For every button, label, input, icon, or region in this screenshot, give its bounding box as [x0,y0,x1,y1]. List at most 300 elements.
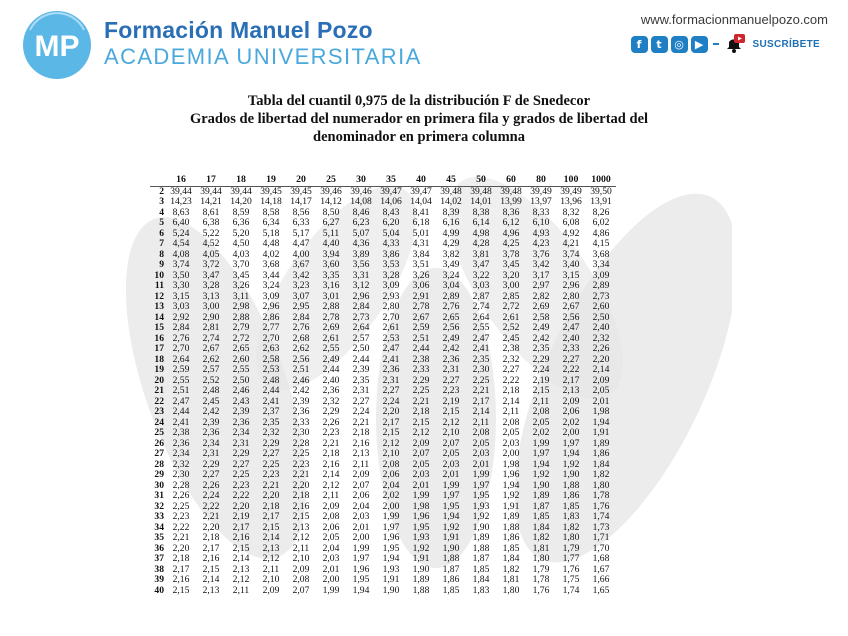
table-row [150,323,616,334]
table-cell: 1,82 [592,469,610,480]
table-cell: 2,14 [262,532,280,543]
column-header: 16 [166,175,196,186]
table-cell: 2,11 [232,584,250,596]
column-header: 45 [436,175,466,186]
row-header-df: 26 [154,437,164,449]
table-cell: 2,95 [292,301,310,312]
table-cell: 3,44 [262,269,280,281]
table-cell: 1,85 [562,500,580,512]
table-cell: 2,28 [172,479,190,491]
table-cell: 2,08 [472,427,490,438]
table-cell: 2,34 [232,427,250,438]
table-cell: 2,14 [202,574,220,585]
table-cell: 3,68 [592,248,610,260]
table-cell: 2,74 [202,332,220,344]
table-cell: 2,58 [262,353,280,365]
table-cell: 39,50 [590,185,612,197]
table-row [150,512,616,523]
table-cell: 2,36 [322,385,340,396]
table-cell: 1,94 [352,584,370,596]
table-cell: 1,90 [442,542,460,554]
table-cell: 1,92 [532,469,550,480]
table-cell: 6,38 [202,217,220,228]
row-header-df: 18 [154,353,164,365]
table-cell: 2,25 [232,469,250,480]
table-cell: 2,21 [172,532,190,543]
table-cell: 2,65 [442,311,460,323]
column-header: 60 [496,175,526,186]
table-cell: 2,33 [412,364,430,375]
table-cell: 1,98 [502,458,520,470]
table-cell: 2,00 [322,574,340,585]
table-cell: 3,03 [472,280,490,291]
table-cell: 2,06 [322,521,340,533]
table-row [150,239,616,250]
academy-logo-icon[interactable] [22,10,92,80]
table-cell: 2,38 [502,343,520,354]
table-cell: 3,03 [172,301,190,312]
table-cell: 2,88 [322,301,340,312]
table-cell: 2,81 [202,322,220,333]
table-cell: 4,29 [442,238,460,249]
table-cell: 2,92 [172,311,190,323]
table-cell: 2,33 [562,343,580,354]
row-header-df: 36 [154,542,164,554]
table-cell: 2,17 [232,521,250,533]
table-cell: 1,90 [412,563,430,575]
table-cell: 2,51 [292,364,310,375]
table-cell: 2,17 [562,374,580,386]
table-cell: 2,61 [382,322,400,333]
corner-cell [150,175,166,186]
site-url-link[interactable]: www.formacionmanuelpozo.com [640,12,828,27]
subscribe-link[interactable]: SUSCRÍBETE [752,38,820,50]
table-cell: 1,89 [532,490,550,501]
table-cell: 39,47 [410,185,432,197]
table-cell: 5,17 [292,227,310,239]
facebook-icon[interactable]: f [631,36,648,53]
table-cell: 2,19 [232,511,250,522]
table-cell: 2,12 [442,416,460,428]
table-cell: 1,80 [532,553,550,564]
site-header [0,0,848,86]
table-cell: 2,41 [172,416,190,428]
row-header-df: 8 [159,248,164,260]
table-cell: 2,79 [232,322,250,333]
table-cell: 2,19 [442,395,460,407]
table-cell: 2,11 [352,458,370,470]
table-cell: 1,99 [352,542,370,554]
row-header-df: 10 [154,269,164,281]
table-cell: 2,17 [262,511,280,522]
table-cell: 1,92 [502,490,520,501]
table-cell: 2,00 [352,532,370,543]
table-cell: 2,20 [382,406,400,417]
table-cell: 1,91 [502,500,520,512]
table-row [150,470,616,481]
table-cell: 1,91 [382,574,400,585]
table-cell: 4,00 [292,248,310,260]
table-header-row [150,175,616,186]
table-cell: 8,26 [592,206,610,218]
table-cell: 1,89 [592,437,610,449]
table-row [150,302,616,313]
table-cell: 2,55 [232,364,250,375]
table-cell: 14,17 [290,196,312,207]
table-cell: 2,78 [412,301,430,312]
table-cell: 2,15 [262,521,280,533]
row-header-df: 28 [154,458,164,470]
table-cell: 2,09 [352,469,370,480]
table-cell: 4,15 [592,238,610,249]
table-cell: 4,98 [472,227,490,239]
table-cell: 1,89 [502,511,520,522]
table-cell: 2,42 [442,343,460,354]
table-cell: 2,22 [202,500,220,512]
table-cell: 6,34 [262,217,280,228]
table-cell: 6,33 [292,217,310,228]
table-cell: 2,25 [172,500,190,512]
table-cell: 2,17 [472,395,490,407]
table-cell: 8,61 [202,206,220,218]
table-cell: 2,31 [442,364,460,375]
table-cell: 2,36 [382,364,400,375]
table-cell: 2,16 [202,553,220,564]
table-row [150,365,616,376]
row-header-df: 6 [159,227,164,239]
table-cell: 2,51 [172,385,190,396]
table-cell: 2,07 [442,437,460,449]
table-cell: 3,16 [322,280,340,291]
table-cell: 1,77 [562,553,580,564]
table-cell: 2,11 [532,395,550,407]
table-cell: 2,32 [172,458,190,470]
table-cell: 2,10 [382,448,400,459]
table-cell: 2,03 [412,469,430,480]
f-distribution-table [150,175,616,596]
table-cell: 2,04 [352,500,370,512]
document-title-line-2: Grados de libertad del numerador en primera fila y grados de libertad del [189,111,649,127]
logo-text: MP [34,30,80,63]
table-cell: 8,32 [562,206,580,218]
table-cell: 2,50 [592,311,610,323]
table-cell: 2,14 [322,469,340,480]
table-cell: 2,51 [412,332,430,344]
table-cell: 13,91 [590,196,612,207]
table-cell: 1,93 [382,563,400,575]
table-cell: 2,14 [472,406,490,417]
table-cell: 2,08 [382,458,400,470]
table-cell: 2,64 [352,322,370,333]
table-cell: 6,10 [532,217,550,228]
table-cell: 2,15 [292,511,310,522]
table-cell: 2,98 [232,301,250,312]
table-cell: 2,62 [202,353,220,365]
column-header: 20 [286,175,316,186]
table-cell: 1,85 [442,584,460,596]
table-cell: 2,69 [322,322,340,333]
youtube-icon[interactable]: ▶ [691,36,708,53]
table-cell: 1,86 [442,574,460,585]
table-cell: 2,35 [472,353,490,365]
brand-subtitle: ACADEMIA UNIVERSITARIA [104,44,422,69]
table-cell: 1,89 [472,532,490,543]
table-cell: 2,15 [412,416,430,428]
table-cell: 2,22 [232,490,250,501]
table-cell: 2,26 [202,479,220,491]
table-cell: 2,56 [292,353,310,365]
table-cell: 2,22 [172,521,190,533]
table-cell: 4,33 [382,238,400,249]
table-cell: 3,04 [442,280,460,291]
table-cell: 3,51 [412,259,430,270]
table-cell: 2,04 [322,542,340,554]
table-row [150,554,616,565]
table-cell: 1,84 [502,553,520,564]
column-header: 100 [556,175,586,186]
table-cell: 2,70 [172,343,190,354]
table-cell: 1,94 [562,448,580,459]
table-cell: 2,84 [352,301,370,312]
table-cell: 2,16 [322,458,340,470]
notification-bell-icon[interactable] [724,34,746,54]
table-cell: 1,88 [562,479,580,491]
table-cell: 2,22 [562,364,580,375]
table-cell: 3,09 [592,269,610,281]
column-header: 40 [406,175,436,186]
table-cell: 2,27 [352,395,370,407]
table-cell: 1,93 [412,532,430,543]
table-cell: 2,17 [202,542,220,554]
table-cell: 4,28 [472,238,490,249]
table-cell: 1,97 [472,479,490,491]
table-cell: 2,00 [502,448,520,459]
table-cell: 2,01 [412,479,430,491]
table-cell: 2,35 [262,416,280,428]
table-cell: 2,39 [352,364,370,375]
table-cell: 2,24 [202,490,220,501]
table-cell: 3,20 [502,269,520,281]
table-cell: 2,72 [232,332,250,344]
table-cell: 1,76 [532,584,550,596]
table-cell: 2,34 [172,448,190,459]
table-cell: 3,89 [352,248,370,260]
table-cell: 2,36 [202,427,220,438]
table-cell: 2,15 [382,427,400,438]
table-cell: 3,40 [562,259,580,270]
table-cell: 5,04 [382,227,400,239]
table-cell: 1,86 [592,448,610,459]
table-cell: 1,80 [502,584,520,596]
row-header-df: 21 [154,385,164,396]
brand-title: Formación Manuel Pozo [104,17,373,43]
instagram-icon[interactable]: ◎ [671,36,688,53]
row-header-df: 13 [154,301,164,312]
table-cell: 2,36 [442,353,460,365]
table-cell: 2,03 [502,437,520,449]
table-cell: 2,16 [232,532,250,543]
table-cell: 4,54 [172,238,190,249]
table-cell: 4,36 [352,238,370,249]
table-cell: 13,99 [500,196,522,207]
row-header-df: 29 [154,469,164,480]
table-cell: 8,36 [502,206,520,218]
row-header-df: 16 [154,332,164,344]
table-cell: 5,18 [262,227,280,239]
table-cell: 2,09 [322,500,340,512]
table-cell: 3,07 [292,290,310,302]
table-cell: 1,80 [562,532,580,543]
table-cell: 2,34 [202,437,220,449]
table-cell: 1,97 [382,521,400,533]
table-cell: 39,49 [530,185,552,197]
table-cell: 2,27 [202,469,220,480]
table-cell: 2,11 [262,563,280,575]
table-cell: 4,50 [232,238,250,249]
table-cell: 2,76 [172,332,190,344]
table-cell: 2,96 [352,290,370,302]
table-cell: 3,15 [562,269,580,281]
table-cell: 14,06 [380,196,402,207]
table-cell: 4,93 [532,227,550,239]
table-cell: 3,47 [472,259,490,270]
column-header: 25 [316,175,346,186]
table-cell: 2,06 [382,469,400,480]
table-cell: 8,59 [232,206,250,218]
table-cell: 1,90 [562,469,580,480]
table-cell: 2,26 [322,416,340,428]
table-cell: 1,71 [592,532,610,543]
table-cell: 3,94 [322,248,340,260]
table-cell: 39,44 [230,185,252,197]
table-row [150,386,616,397]
table-cell: 2,35 [532,343,550,354]
table-cell: 2,20 [172,542,190,554]
table-cell: 2,00 [382,500,400,512]
table-cell: 2,05 [502,427,520,438]
table-cell: 2,12 [322,479,340,491]
column-header: 1000 [586,175,616,186]
table-cell: 2,44 [172,406,190,417]
table-cell: 4,47 [292,238,310,249]
table-cell: 2,96 [562,280,580,291]
table-cell: 2,29 [532,353,550,365]
table-cell: 2,29 [232,448,250,459]
table-cell: 39,44 [170,185,192,197]
table-cell: 1,95 [382,542,400,554]
table-cell: 2,20 [592,353,610,365]
table-cell: 4,31 [412,238,430,249]
table-cell: 2,20 [262,490,280,501]
table-cell: 4,40 [322,238,340,249]
table-cell: 2,27 [562,353,580,365]
table-cell: 1,83 [472,584,490,596]
table-cell: 2,15 [172,584,190,596]
table-cell: 2,58 [532,311,550,323]
table-cell: 1,85 [532,511,550,522]
table-cell: 1,88 [502,521,520,533]
table-cell: 1,85 [502,542,520,554]
table-cell: 1,68 [592,553,610,564]
table-cell: 2,25 [262,458,280,470]
table-cell: 3,76 [532,248,550,260]
table-cell: 13,96 [560,196,582,207]
table-cell: 3,74 [172,259,190,270]
table-cell: 2,09 [292,563,310,575]
table-cell: 2,12 [262,553,280,564]
table-cell: 3,22 [472,269,490,281]
table-cell: 2,39 [232,406,250,417]
table-row [150,260,616,271]
table-cell: 4,48 [262,238,280,249]
table-cell: 3,42 [532,259,550,270]
row-header-df: 17 [154,343,164,354]
table-cell: 2,17 [172,563,190,575]
table-cell: 2,40 [562,332,580,344]
table-cell: 2,18 [412,406,430,417]
table-cell: 3,84 [412,248,430,260]
table-cell: 39,46 [350,185,372,197]
table-cell: 2,21 [352,416,370,428]
table-cell: 2,05 [322,532,340,543]
table-cell: 1,84 [472,574,490,585]
table-cell: 1,94 [532,458,550,470]
table-cell: 1,94 [592,416,610,428]
table-cell: 14,01 [470,196,492,207]
table-cell: 6,18 [412,217,430,228]
table-cell: 2,50 [232,374,250,386]
table-cell: 8,46 [352,206,370,218]
twitter-icon[interactable]: t [651,36,668,53]
table-cell: 3,26 [232,280,250,291]
table-cell: 2,05 [472,437,490,449]
table-cell: 2,04 [382,479,400,491]
table-cell: 2,60 [592,301,610,312]
table-cell: 2,06 [352,490,370,501]
table-cell: 2,05 [442,448,460,459]
column-header: 19 [256,175,286,186]
table-cell: 2,22 [502,374,520,386]
table-cell: 2,90 [202,311,220,323]
table-cell: 2,40 [592,322,610,333]
table-cell: 2,21 [262,479,280,491]
table-cell: 2,32 [592,332,610,344]
table-cell: 4,21 [562,238,580,249]
table-cell: 2,82 [532,290,550,302]
table-cell: 2,27 [232,458,250,470]
table-cell: 3,67 [292,259,310,270]
table-cell: 3,81 [472,248,490,260]
table-cell: 2,13 [292,521,310,533]
table-cell: 2,35 [352,374,370,386]
row-header-df: 22 [154,395,164,407]
table-cell: 4,92 [562,227,580,239]
table-cell: 1,76 [562,563,580,575]
table-cell: 2,20 [202,521,220,533]
table-cell: 14,02 [440,196,462,207]
table-cell: 3,00 [502,280,520,291]
table-cell: 1,73 [592,521,610,533]
table-cell: 1,78 [532,574,550,585]
table-cell: 2,01 [322,563,340,575]
table-cell: 3,00 [202,301,220,312]
table-cell: 2,07 [292,584,310,596]
table-cell: 2,24 [382,395,400,407]
table-cell: 6,14 [472,217,490,228]
table-cell: 2,01 [472,458,490,470]
table-row [150,197,616,208]
table-row [150,491,616,502]
